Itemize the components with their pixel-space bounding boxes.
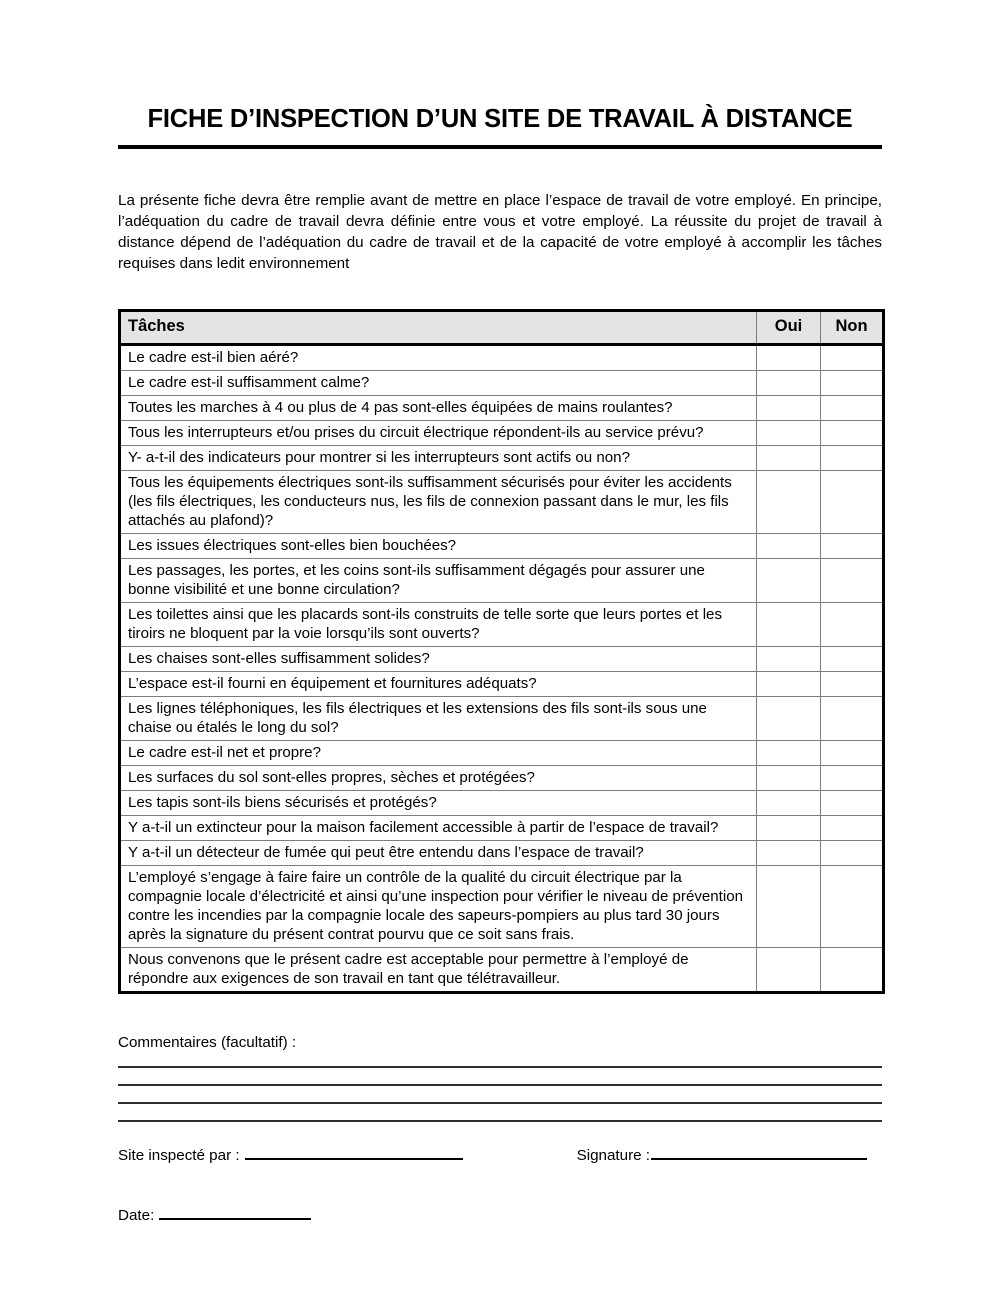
task-text: Les lignes téléphoniques, les fils électriques et les extensions des fils sont-ils sous une chaise ou étalés le long du sol? [120, 697, 757, 741]
yes-checkbox-cell[interactable] [757, 791, 821, 816]
date-label: Date: [118, 1207, 155, 1225]
task-text: Les surfaces du sol sont-elles propres, sèches et protégées? [120, 766, 757, 791]
no-checkbox-cell[interactable] [821, 647, 884, 672]
yes-checkbox-cell[interactable] [757, 948, 821, 993]
yes-checkbox-cell[interactable] [757, 371, 821, 396]
task-text: L’employé s’engage à faire faire un contrôle de la qualité du circuit électrique par la compagnie locale d’électricité et ainsi qu’une inspection pour vérifier le niveau de prévention contre les incendies par la compagnie locale des sapeurs-pompiers au plus tard 30 jours après la signature du présent contrat pourvu que ce soit sans frais. [120, 866, 757, 948]
yes-checkbox-cell[interactable] [757, 446, 821, 471]
page-title: FICHE D’INSPECTION D’UN SITE DE TRAVAIL À DISTANCE [147, 105, 853, 133]
task-text: Les chaises sont-elles suffisamment solides? [120, 647, 757, 672]
yes-checkbox-cell[interactable] [757, 396, 821, 421]
yes-checkbox-cell[interactable] [757, 647, 821, 672]
no-checkbox-cell[interactable] [821, 396, 884, 421]
signature-row [118, 1144, 882, 1164]
table-row [120, 816, 884, 841]
table-row [120, 841, 884, 866]
inspection-checklist-table [118, 309, 885, 994]
task-text: Les tapis sont-ils biens sécurisés et protégés? [120, 791, 757, 816]
column-header-tasks: Tâches [120, 311, 757, 345]
task-text: Y a-t-il un détecteur de fumée qui peut être entendu dans l’espace de travail? [120, 841, 757, 866]
table-row [120, 344, 884, 370]
yes-checkbox-cell[interactable] [757, 866, 821, 948]
table-row [120, 672, 884, 697]
title-divider [118, 145, 882, 149]
signature-field-group [577, 1144, 867, 1164]
signature-label: Signature : [576, 1147, 651, 1165]
task-text: Y- a-t-il des indicateurs pour montrer si les interrupteurs sont actifs ou non? [120, 446, 757, 471]
table-row [120, 396, 884, 421]
comment-line[interactable] [118, 1066, 882, 1068]
column-header-no: Non [821, 311, 884, 345]
inspector-field-group [118, 1144, 463, 1164]
no-checkbox-cell[interactable] [821, 697, 884, 741]
yes-checkbox-cell[interactable] [757, 559, 821, 603]
yes-checkbox-cell[interactable] [757, 841, 821, 866]
no-checkbox-cell[interactable] [821, 741, 884, 766]
task-text: Tous les interrupteurs et/ou prises du circuit électrique répondent-ils au service prévu? [120, 421, 757, 446]
comment-line[interactable] [118, 1084, 882, 1086]
task-text: Le cadre est-il suffisamment calme? [120, 371, 757, 396]
task-text: Les toilettes ainsi que les placards sont-ils construits de telle sorte que leurs portes et les tiroirs ne bloquent par la voie lorsqu’ils sont ouverts? [120, 603, 757, 647]
table-row [120, 603, 884, 647]
task-text: Le cadre est-il bien aéré? [120, 344, 757, 370]
no-checkbox-cell[interactable] [821, 603, 884, 647]
column-header-yes: Oui [757, 311, 821, 345]
table-row [120, 471, 884, 534]
task-text: Toutes les marches à 4 ou plus de 4 pas sont-elles équipées de mains roulantes? [120, 396, 757, 421]
table-header-row [120, 311, 884, 345]
comment-line[interactable] [118, 1102, 882, 1104]
signature-input[interactable] [651, 1144, 867, 1160]
no-checkbox-cell[interactable] [821, 816, 884, 841]
task-text: Le cadre est-il net et propre? [120, 741, 757, 766]
no-checkbox-cell[interactable] [821, 672, 884, 697]
inspector-input[interactable] [245, 1144, 463, 1160]
inspector-label: Site inspecté par : [118, 1147, 240, 1165]
table-row [120, 534, 884, 559]
comment-line[interactable] [118, 1120, 882, 1122]
table-row [120, 948, 884, 993]
no-checkbox-cell[interactable] [821, 841, 884, 866]
yes-checkbox-cell[interactable] [757, 603, 821, 647]
yes-checkbox-cell[interactable] [757, 766, 821, 791]
yes-checkbox-cell[interactable] [757, 741, 821, 766]
table-row [120, 697, 884, 741]
no-checkbox-cell[interactable] [821, 421, 884, 446]
no-checkbox-cell[interactable] [821, 446, 884, 471]
table-body [120, 344, 884, 992]
no-checkbox-cell[interactable] [821, 766, 884, 791]
yes-checkbox-cell[interactable] [757, 816, 821, 841]
task-text: Les issues électriques sont-elles bien bouchées? [120, 534, 757, 559]
task-text: Nous convenons que le présent cadre est acceptable pour permettre à l’employé de répondre aux exigences de son travail en tant que télétravailleur. [120, 948, 757, 993]
yes-checkbox-cell[interactable] [757, 672, 821, 697]
task-text: Tous les équipements électriques sont-ils suffisamment sécurisés pour éviter les accidents (les fils électriques, les conducteurs nus, les fils de connexion passant dans le mur, les fils attachés au plafond)? [120, 471, 757, 534]
table-row [120, 371, 884, 396]
no-checkbox-cell[interactable] [821, 948, 884, 993]
document-page [118, 0, 882, 1224]
yes-checkbox-cell[interactable] [757, 534, 821, 559]
comments-write-area[interactable] [118, 1066, 882, 1122]
yes-checkbox-cell[interactable] [757, 421, 821, 446]
intro-paragraph: La présente fiche devra être remplie avant de mettre en place l’espace de travail de votre employé. En principe, l’adéquation du cadre de travail devra définie entre vous et votre employé. La réussite du projet de travail à distance dépend de l’adéquation du cadre de travail et de la capacité de votre employé à accomplir les tâches requises dans ledit environnement [118, 192, 882, 273]
no-checkbox-cell[interactable] [821, 791, 884, 816]
task-text: Y a-t-il un extincteur pour la maison facilement accessible à partir de l’espace de travail? [120, 816, 757, 841]
yes-checkbox-cell[interactable] [757, 697, 821, 741]
no-checkbox-cell[interactable] [821, 534, 884, 559]
table-row [120, 766, 884, 791]
table-header [120, 311, 884, 345]
table-row [120, 446, 884, 471]
comments-label: Commentaires (facultatif) : [118, 1034, 297, 1052]
no-checkbox-cell[interactable] [821, 559, 884, 603]
table-row [120, 791, 884, 816]
task-text: L’espace est-il fourni en équipement et fournitures adéquats? [120, 672, 757, 697]
yes-checkbox-cell[interactable] [757, 471, 821, 534]
yes-checkbox-cell[interactable] [757, 344, 821, 370]
table-row [120, 866, 884, 948]
date-field-group [118, 1204, 882, 1224]
no-checkbox-cell[interactable] [821, 371, 884, 396]
date-input[interactable] [159, 1204, 311, 1220]
table-row [120, 741, 884, 766]
no-checkbox-cell[interactable] [821, 471, 884, 534]
task-text: Les passages, les portes, et les coins sont-ils suffisamment dégagés pour assurer une bonne visibilité et une bonne circulation? [120, 559, 757, 603]
table-row [120, 647, 884, 672]
no-checkbox-cell[interactable] [821, 344, 884, 370]
table-row [120, 559, 884, 603]
no-checkbox-cell[interactable] [821, 866, 884, 948]
table-row [120, 421, 884, 446]
